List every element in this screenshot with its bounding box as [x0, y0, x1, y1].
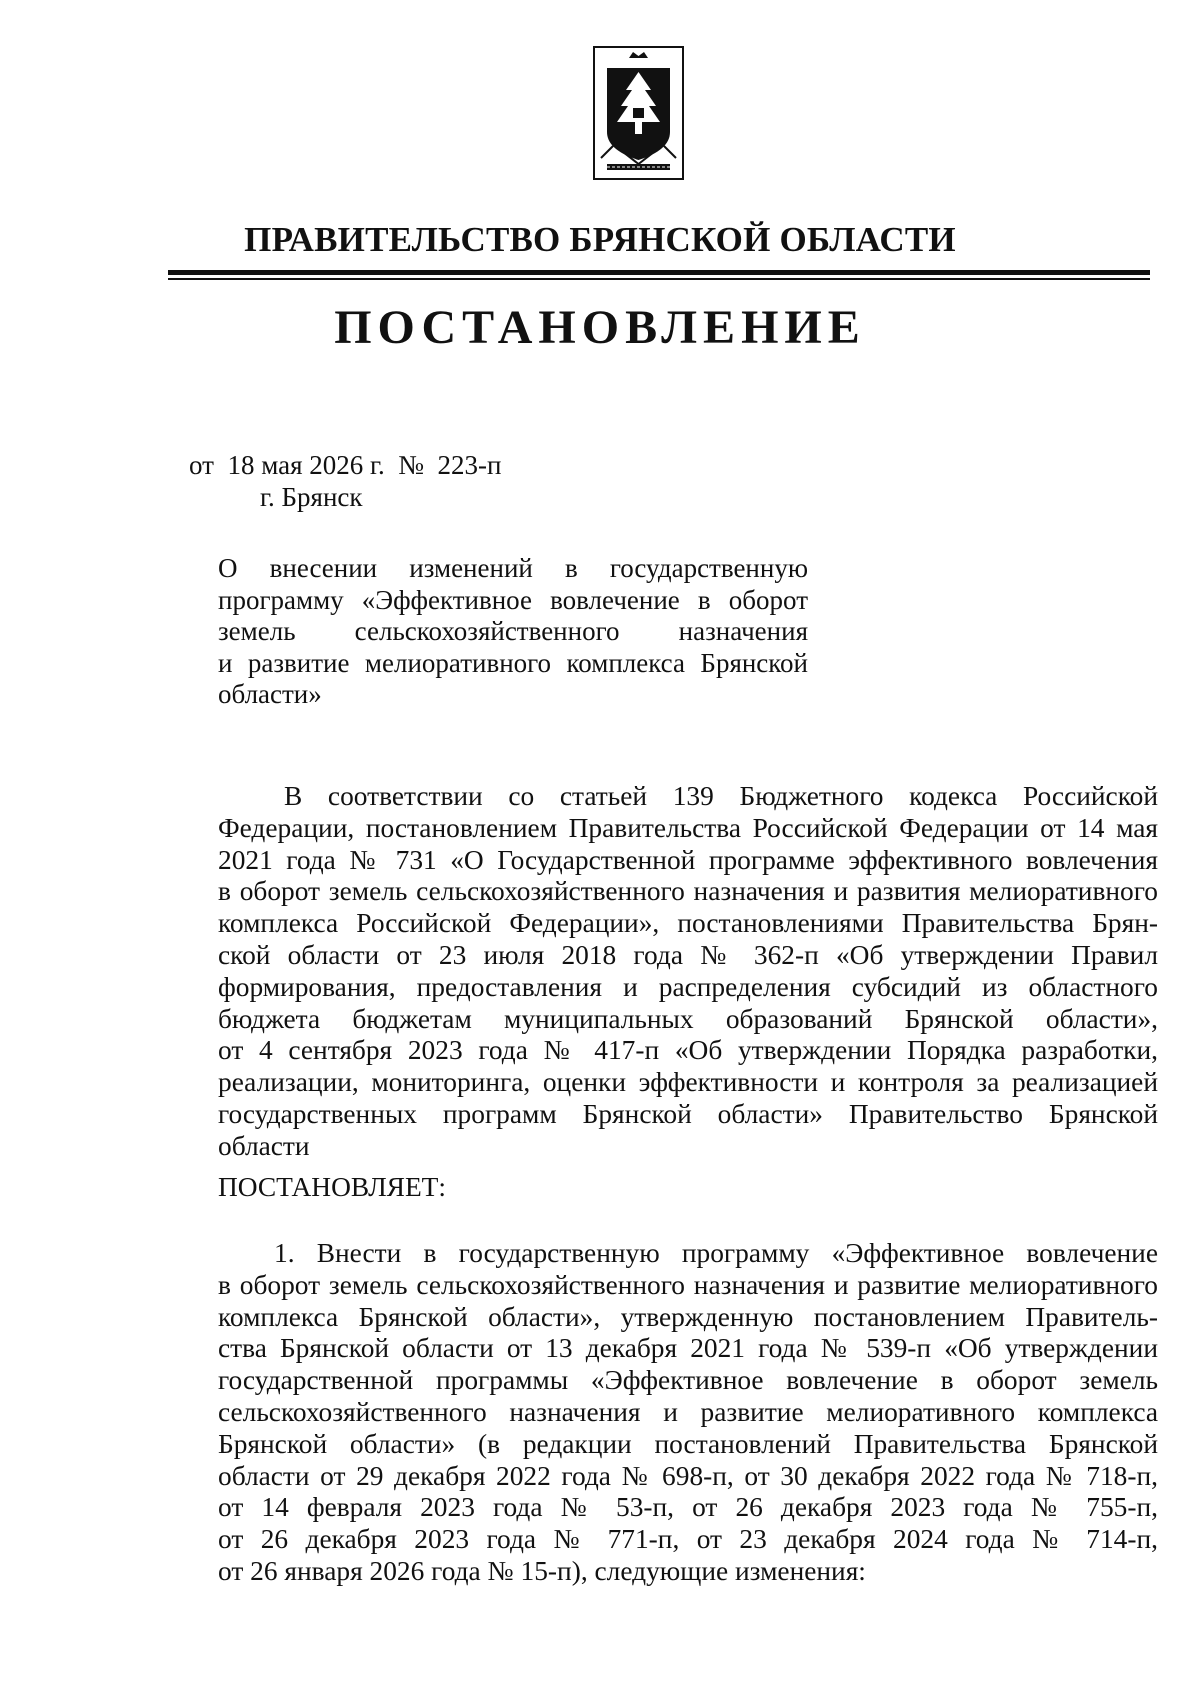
- header-rule-thick: [168, 270, 1150, 275]
- coat-of-arms-icon: [593, 46, 684, 180]
- paragraph-line: ства Брянской области от 13 декабря 2021 года № 539-п «Об утверждении: [218, 1333, 1158, 1364]
- paragraph-line: В соответствии со статьей 139 Бюджетного кодекса Российской: [284, 781, 1158, 811]
- paragraph-line: реализации, мониторинга, оценки эффективности и контроля за реализацией: [218, 1067, 1158, 1098]
- paragraph-line: области: [218, 1130, 310, 1161]
- preamble-paragraph: [218, 781, 1158, 1163]
- header-rule-thin: [168, 278, 1150, 280]
- government-title: ПРАВИТЕЛЬСТВО БРЯНСКОЙ ОБЛАСТИ: [244, 220, 956, 259]
- subject-line: программу «Эффективное вовлечение в оборот: [218, 584, 808, 615]
- paragraph-line: от 26 декабря 2023 года № 771-п, от 23 декабря 2024 года № 714-п,: [218, 1524, 1158, 1555]
- paragraph-line: комплекса Российской Федерации», постановлениями Правительства Брян-: [218, 908, 1158, 939]
- paragraph-line: от 14 февраля 2023 года № 53-п, от 26 декабря 2023 года № 755-п,: [218, 1492, 1158, 1523]
- paragraph-line: комплекса Брянской области», утвержденную постановлением Правитель-: [218, 1301, 1158, 1332]
- subject-line: О внесении изменений в государственную: [218, 553, 808, 583]
- paragraph-line: 1. Внести в государственную программу «Эффективное вовлечение: [274, 1238, 1158, 1268]
- document-type-title: ПОСТАНОВЛЕНИЕ: [334, 301, 866, 354]
- paragraph-line: Брянской области» (в редакции постановлений Правительства Брянской: [218, 1428, 1158, 1459]
- paragraph-line: Федерации, постановлением Правительства Российской Федерации от 14 мая: [218, 812, 1158, 843]
- decree-word: ПОСТАНОВЛЯЕТ:: [218, 1172, 447, 1202]
- city: г. Брянск: [260, 482, 363, 512]
- subject-line: области»: [218, 679, 322, 709]
- paragraph-line: сельскохозяйственного назначения и развитие мелиоративного комплекса: [218, 1396, 1158, 1427]
- date-and-number: от 18 мая 2026 г. № 223-п: [189, 450, 502, 480]
- paragraph-line: от 26 января 2026 года № 15-п), следующие изменения:: [218, 1555, 866, 1586]
- paragraph-line: 2021 года № 731 «О Государственной программе эффективного вовлечения: [218, 844, 1158, 875]
- document-subject: [218, 553, 808, 711]
- paragraph-line: от 4 сентября 2023 года № 417-п «Об утверждении Порядка разработки,: [218, 1035, 1158, 1066]
- paragraph-line: бюджета бюджетам муниципальных образований Брянской области»,: [218, 1003, 1158, 1034]
- paragraph-line: ской области от 23 июля 2018 года № 362-п «Об утверждении Правил: [218, 939, 1158, 970]
- paragraph-line: области от 29 декабря 2022 года № 698-п, от 30 декабря 2022 года № 718-п,: [218, 1460, 1158, 1491]
- paragraph-line: в оборот земель сельскохозяйственного назначения и развития мелиоративного: [218, 876, 1158, 907]
- subject-line: земель сельскохозяйственного назначения: [218, 616, 808, 646]
- paragraph-line: государственных программ Брянской области» Правительство Брянской: [218, 1098, 1158, 1129]
- item-1-paragraph: [218, 1238, 1158, 1588]
- paragraph-line: в оборот земель сельскохозяйственного назначения и развитие мелиоративного: [218, 1269, 1158, 1300]
- subject-line: и развитие мелиоративного комплекса Брянской: [218, 647, 808, 678]
- paragraph-line: формирования, предоставления и распределения субсидий из областного: [218, 971, 1158, 1002]
- paragraph-line: государственной программы «Эффективное вовлечение в оборот земель: [218, 1365, 1158, 1396]
